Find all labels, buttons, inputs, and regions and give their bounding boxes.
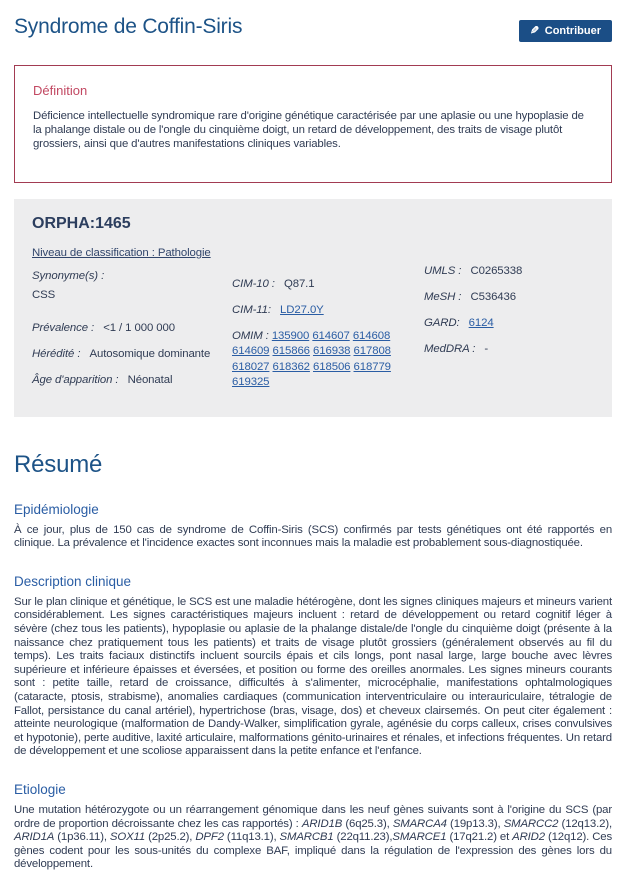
omim-link[interactable]: 618027 bbox=[232, 360, 270, 373]
cim11-link[interactable]: LD27.0Y bbox=[280, 303, 324, 316]
epidemiology-paragraph: À ce jour, plus de 150 cas de syndrome de Coffin-Siris (SCS) confirmés par tests génétiques ont été rapportés en clinique. La prévalence et l'incidence exactes sont inconnues mais la maladie est probablement sous-diagnostiquée. bbox=[14, 523, 612, 550]
cim10-label: CIM-10 : bbox=[232, 277, 275, 290]
definition-heading: Définition bbox=[33, 83, 88, 98]
identity-card-middle-column bbox=[232, 215, 420, 391]
classification-level-link[interactable]: Niveau de classification : Pathologie bbox=[32, 246, 211, 259]
omim-link[interactable]: 614608 bbox=[352, 329, 391, 342]
epidemiology-heading: Epidémiologie bbox=[14, 501, 99, 517]
etiology-heading: Etiologie bbox=[14, 781, 66, 797]
cim10-row bbox=[232, 277, 420, 291]
omim-link[interactable]: 614607 bbox=[312, 329, 350, 342]
omim-link[interactable]: 617808 bbox=[353, 345, 391, 358]
omim-link[interactable]: 618506 bbox=[313, 360, 351, 373]
mesh-row bbox=[424, 290, 594, 304]
contribute-button-label: Contribuer bbox=[544, 25, 601, 37]
onset-value: Néonatal bbox=[127, 373, 173, 386]
heredity-row bbox=[32, 347, 228, 361]
omim-link[interactable]: 618362 bbox=[272, 360, 310, 373]
meddra-value: - bbox=[484, 342, 489, 355]
section-epidemiology bbox=[14, 502, 612, 551]
omim-link[interactable]: 615866 bbox=[272, 345, 310, 358]
prevalence-label: Prévalence : bbox=[32, 321, 95, 334]
synonyms-label: Synonyme(s) : bbox=[32, 269, 105, 282]
onset-row bbox=[32, 373, 228, 387]
cim10-value: Q87.1 bbox=[283, 277, 315, 290]
omim-link[interactable]: 619325 bbox=[232, 376, 270, 389]
identity-card-left-column bbox=[32, 215, 228, 391]
page-header bbox=[14, 0, 612, 42]
gard-label: GARD: bbox=[424, 316, 460, 329]
summary-heading: Résumé bbox=[14, 450, 103, 478]
umls-value: C0265338 bbox=[470, 264, 523, 277]
disease-identity-card bbox=[14, 199, 612, 417]
section-clinical-description bbox=[14, 574, 612, 759]
gard-link[interactable]: 6124 bbox=[468, 316, 494, 329]
onset-label: Âge d'apparition : bbox=[32, 373, 119, 386]
omim-row bbox=[232, 329, 420, 391]
orpha-code: ORPHA:1465 bbox=[32, 214, 131, 232]
page-title: Syndrome de Coffin-Siris bbox=[14, 15, 243, 38]
mesh-label: MeSH : bbox=[424, 290, 462, 303]
heredity-label: Hérédité : bbox=[32, 347, 81, 360]
identity-card-right-column bbox=[424, 215, 594, 391]
definition-box bbox=[14, 65, 612, 183]
umls-label: UMLS : bbox=[424, 264, 462, 277]
omim-label: OMIM : bbox=[232, 329, 269, 342]
prevalence-row bbox=[32, 321, 228, 335]
gard-row bbox=[424, 316, 594, 330]
umls-row bbox=[424, 264, 594, 278]
omim-link[interactable]: 135900 bbox=[271, 329, 310, 342]
cim11-row bbox=[232, 303, 420, 317]
omim-link[interactable]: 614609 bbox=[232, 345, 270, 358]
clinical-description-paragraph: Sur le plan clinique et génétique, le SCS est une maladie hétérogène, dont les signes cliniques majeurs et mineurs varient considérablement. Les signes caractéristiques majeurs incluent : retard de développement ou retard cognitif léger à sévère (chez tous les patients), hypoplasie ou aplasie de la phalange distale/de l'ongle du cinquième doigt (présente à la naissance chez pratiquement tous les patients) et traits de visage plutôt grossiers (généralement observés au fil du temps). Les traits faciaux distinctifs incluent sourcils épais et cils longs, pont nasal large, large bouche avec lèvres supérieure et inférieure épaisses et éversées, et position ou forme des oreilles anormales. Les signes mineurs courants sont : petite taille, retard de croissance, difficultés à s'alimenter, microcéphalie, manifestations ophtalmologiques (cataracte, ptosis, strabisme), anomalies cardiaques (communication interventriculaire ou interauriculaire, tétralogie de Fallot, persistance du canal artériel), hypertrichose (bras, visage, dos) et cheveux clairsemés. On peut citer également : atteinte neurologique (malformation de Dandy-Walker, simplification gyrale, agénésie du corps calleux, crises convulsives et hypotonie), perte auditive, laxité articulaire, malformations génito-urinaires et rénales, et infections fréquentes. Un retard de développement et une scoliose apparaissent dans la petite enfance et l'enfance. bbox=[14, 595, 612, 758]
definition-text: Déficience intellectuelle syndromique rare d'origine génétique caractérisée par une aplasie ou une hypoplasie de la phalange distale ou de l'ongle du cinquième doigt, un retard de développement, des traits de visage plutôt grossiers, ainsi que d'autres manifestations cliniques variables. bbox=[33, 110, 584, 151]
omim-link[interactable]: 618779 bbox=[353, 360, 391, 373]
mesh-value: C536436 bbox=[470, 290, 517, 303]
omim-link[interactable]: 616938 bbox=[313, 345, 351, 358]
meddra-row bbox=[424, 342, 594, 356]
clinical-description-heading: Description clinique bbox=[14, 573, 132, 589]
cim11-label: CIM-11: bbox=[232, 303, 271, 316]
synonyms-value: CSS bbox=[32, 288, 56, 301]
heredity-value: Autosomique dominante bbox=[89, 347, 211, 360]
prevalence-value: <1 / 1 000 000 bbox=[103, 321, 175, 334]
meddra-label: MedDRA : bbox=[424, 342, 476, 355]
section-etiology bbox=[14, 782, 612, 872]
contribute-button[interactable] bbox=[519, 20, 612, 42]
etiology-paragraph: Une mutation hétérozygote ou un réarrangement génomique dans les neuf gènes suivants sont à l'origine du SCS (par ordre de proportion décroissante chez les cas rapportés) : ARID1B (6q25.3), SMARCA4 (19p13.3), SMARCC2 (12q13.2), ARID1A (1p36.11), SOX11 (2p25.2), DPF2 (11q13.1), SMARCB1 (22q11.23),SMARCE1 (17q21.2) et ARID2 (12q12). Ces gènes codent pour les sous-unités du complexe BAF, impliqué dans la régulation de l'expression des gènes lors du développement. bbox=[14, 803, 613, 871]
pencil-icon: ✎ bbox=[529, 24, 539, 37]
